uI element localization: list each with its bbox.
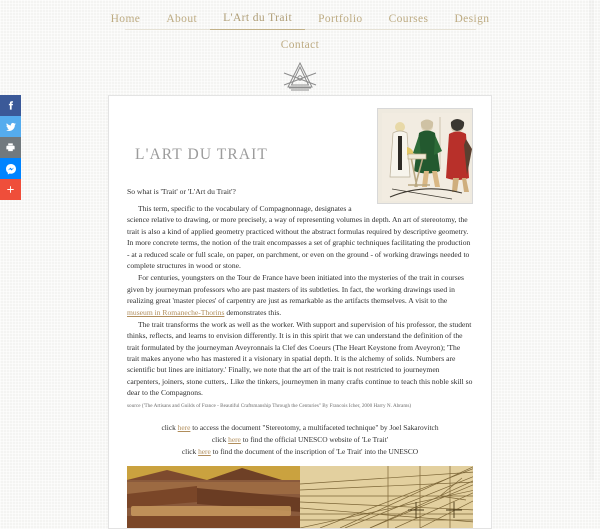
cta-line-unesco-website — [127, 434, 473, 446]
timber-roof-frame-photo[interactable] — [127, 466, 300, 528]
paragraph-2-text-after: demonstrates this. — [224, 307, 282, 317]
nav-item-portfolio[interactable]: Portfolio — [318, 13, 363, 25]
article-paragraph-1: This term, specific to the vocabulary of Compagnonnage, designates a science relative to drawing, or more precisely, a way of representing volumes in depth. An art of stereotomy, the trait is also a kind of applied geometry practiced without the abstract formulas required by descriptive geometry. In more concrete terms, the notion of the trait encompasses a set of graphic techniques facilitating the production - at a reduced scale or full scale, on paper, on parchment, or even on the ground - of working drawings needed to complete structures in wood or stone. — [127, 204, 471, 270]
plus-icon — [5, 184, 16, 195]
nav-item-courses[interactable]: Courses — [388, 13, 429, 25]
cta-line-stereotomy — [127, 422, 473, 434]
trait-geometric-drawing[interactable] — [300, 466, 473, 528]
article-card — [108, 95, 492, 529]
stereotomy-document-link[interactable]: here — [177, 423, 191, 433]
cta-3-after: to find the document of the inscription of 'Le Trait' into the UNESCO — [210, 447, 419, 457]
more-share-button[interactable] — [0, 179, 21, 200]
facebook-icon — [5, 100, 16, 111]
social-share-rail — [0, 95, 21, 200]
cta-2-before: click — [211, 435, 229, 445]
paragraph-2-text-before: For centuries, youngsters on the Tour de France have been initiated into the mysteries of the trait in courses given by journeyman professors who are past masters of its subtleties. In fact, the working drawings used in realizing great 'master pieces' of carpentry are just as remarkable as the artifacts themselves. A visit to the — [127, 273, 464, 306]
cta-1-after: to access the document "Stereotomy, a multifaceted technique" by Joel Sakarovitch — [190, 423, 439, 433]
nav-item-design[interactable]: Design — [454, 13, 490, 25]
image-gallery — [127, 466, 473, 528]
nav-item-about[interactable]: About — [166, 13, 198, 25]
document-links-block — [127, 410, 473, 464]
cta-2-after: to find the official UNESCO website of 'Le Trait' — [240, 435, 389, 445]
cta-line-unesco-inscription — [127, 446, 473, 458]
twitter-icon — [5, 121, 17, 133]
lead-question: So what is 'Trait' or 'L'Art du Trait'? — [127, 187, 236, 196]
nav-item-home[interactable]: Home — [110, 13, 141, 25]
article-paragraph-3: The trait transforms the work as well as the worker. With support and supervision of his professor, the student thinks, reflects, and learns to envision differently. It is in this spirit that we can understand the definition of the trait formulated by the journeyman Aveyronnais la Clef des Coeurs (The Heart Keystone from Aveyron); 'The trait makes anyone who has mastered it a visionary in spatial depth. It is the alchemy of solids. Numbers are scientific but lines are initiatory.' Finally, we note that the art of the trait is not restricted to journeymen carpenters, joiners, stone cutters,. Like the tinkers, journeymen in many crafts continue to teach this noble skill so dear to the Compagnons. — [127, 319, 473, 398]
nav-item-contact[interactable]: Contact — [280, 39, 320, 51]
nav-item-lart-du-trait[interactable]: L'Art du Trait — [210, 12, 305, 30]
cta-1-before: click — [161, 423, 178, 433]
twitter-share-button[interactable] — [0, 116, 21, 137]
museum-link[interactable]: museum in Romaneche-Thorins — [127, 307, 225, 317]
article-paragraph-2 — [127, 272, 473, 318]
source-note: source ('The Artisans and Guilds of France - Beautiful Craftsmanship Through the Centuries" By Francois Icher, 2000 Harry N. Abrams) — [127, 402, 412, 409]
secondary-navigation — [0, 30, 600, 53]
cta-3-before: click — [181, 447, 199, 457]
compass-and-square-logo[interactable] — [277, 60, 323, 99]
site-header — [0, 0, 600, 108]
page-title: L'ART DU TRAIT — [135, 146, 268, 163]
print-button[interactable] — [0, 137, 21, 158]
messenger-icon — [5, 163, 17, 175]
unesco-website-link[interactable]: here — [228, 435, 241, 445]
messenger-share-button[interactable] — [0, 158, 21, 179]
unesco-inscription-link[interactable]: here — [198, 447, 211, 457]
facebook-share-button[interactable] — [0, 95, 21, 116]
print-icon — [5, 142, 16, 153]
medieval-craftsmen-illustration — [377, 108, 473, 204]
page-scroll-gutter[interactable] — [589, 0, 594, 480]
primary-navigation — [0, 12, 600, 30]
